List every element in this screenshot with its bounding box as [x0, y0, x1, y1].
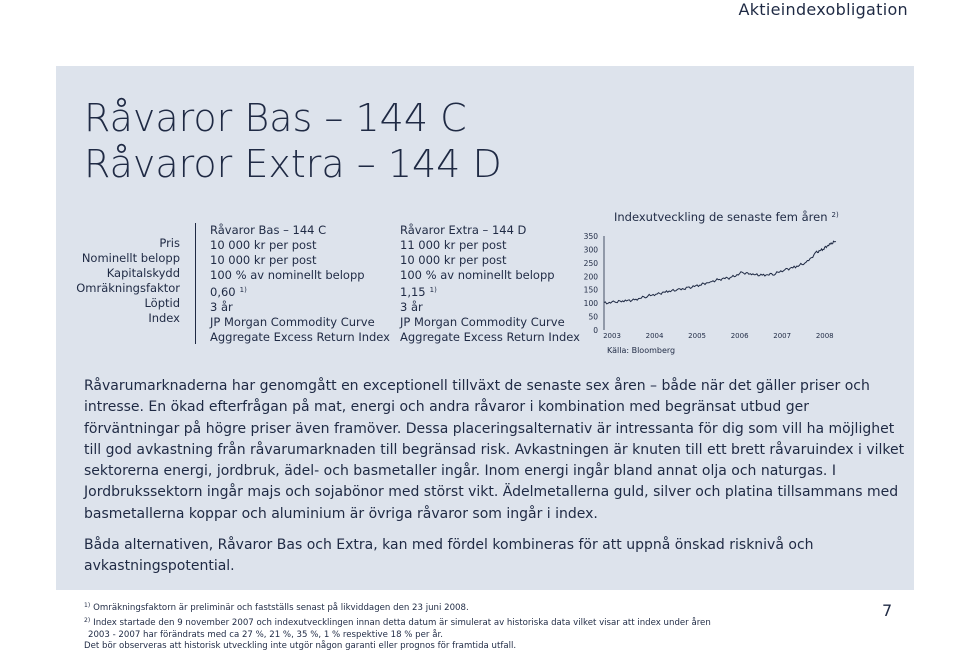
column-extra: [400, 223, 580, 345]
section-header-label: Aktieindexobligation: [738, 0, 908, 19]
x-tick-label: 2006: [730, 332, 749, 340]
x-tick-label: 2003: [603, 332, 621, 340]
paragraph: Råvarumarknaderna har genomgått en exceptionell tillväxt de senaste sex åren – både när det gäller priser och intresse. En ökad efterfrågan på mat, energi och andra råvaror i kombination med begränsat utbud ger förväntningar på högre priser även framöver. Dessa placeringsalternativ är intressanta för dig som vill ha möjlighet till god avkastning från råvarumarknaden till begränsad risk. Avkastningen är knuten till ett brett råvaruindex i vilket sektorerna energi, jordbruk, ädel- och basmetaller ingår. Inom energi ingår bland annat olja och naturgas. I Jordbrukssektorn ingår majs och sojabönor med störst vikt. Ädelmetallerna guld, silver och platina tillsammans med basmetallerna koppar och aluminium är övriga råvaror som ingår i index.: [84, 378, 905, 522]
cell-pris: 10 000 kr per post: [210, 238, 317, 252]
y-tick-label: 150: [583, 285, 598, 295]
y-tick-label: 300: [583, 245, 598, 255]
column-bas: [210, 223, 395, 345]
footnotes: [84, 600, 784, 653]
page-number: 7: [882, 601, 893, 620]
column-heading: Råvaror Bas – 144 C: [210, 223, 327, 237]
y-tick-label: 250: [583, 258, 598, 268]
y-tick-label: 100: [583, 299, 598, 309]
cell-loptid: 3 år: [210, 300, 233, 314]
chart-title: Indexutveckling de senaste fem åren $^{2)}$: [614, 210, 839, 224]
index-chart: [580, 226, 850, 344]
page-title: [84, 95, 502, 187]
footnote-ref: 1): [239, 286, 247, 294]
footnote-2-cont: 2003 - 2007 har förändrats med ca 27 %, 21 %, 35 %, 1 % respektive 18 % per år.: [88, 629, 443, 640]
footnote-ref: 2): [831, 211, 839, 219]
row-labels: [60, 236, 180, 326]
cell-omrakningsfaktor: 1,15 $^{1)}$: [400, 285, 437, 299]
x-tick-label: 2008: [815, 332, 834, 340]
chart-source: Källa: Bloomberg: [607, 346, 676, 355]
cell-pris: 11 000 kr per post: [400, 238, 507, 252]
cell-index-line-2: Aggregate Excess Return Index: [400, 330, 580, 344]
cell-nominellt-belopp: 10 000 kr per post: [210, 253, 317, 267]
footnote-ref: 1): [429, 286, 437, 294]
cell-kapitalskydd: 100 % av nominellt belopp: [400, 268, 555, 282]
cell-index-line-2: Aggregate Excess Return Index: [210, 330, 390, 344]
row-label-pris: Pris: [159, 236, 180, 250]
body-text: [84, 376, 906, 578]
row-label-index: Index: [148, 311, 180, 325]
title-line-1: Råvaror Bas – 144 C: [84, 96, 467, 140]
row-label-kapitalskydd: Kapitalskydd: [106, 266, 180, 280]
series-line: [604, 241, 836, 304]
cell-omrakningsfaktor: 0,60 $^{1)}$: [210, 285, 247, 299]
x-tick-label: 2007: [773, 332, 792, 340]
footnote-disclaimer: Det bör observeras att historisk utveckling inte utgör någon garanti eller prognos för framtida utfall.: [84, 641, 517, 652]
cell-index-line-1: JP Morgan Commodity Curve: [210, 315, 375, 329]
y-tick-label: 0: [593, 326, 598, 335]
footnote-1: $^{1)}$ Omräkningsfaktorn är preliminär och fastställs senast på likviddagen den 23 juni 2008.: [84, 602, 469, 613]
paragraph: Båda alternativen, Råvaror Bas och Extra, kan med fördel kombineras för att uppnå önskad risknivå och avkastningspotential.: [84, 537, 814, 575]
title-line-2: Råvaror Extra – 144 D: [84, 142, 502, 186]
cell-kapitalskydd: 100 % av nominellt belopp: [210, 268, 365, 282]
column-heading: Råvaror Extra – 144 D: [400, 223, 527, 237]
x-tick-label: 2005: [688, 332, 707, 340]
y-tick-label: 350: [583, 232, 598, 241]
cell-loptid: 3 år: [400, 300, 423, 314]
row-label-omrakningsfaktor: Omräkningsfaktor: [76, 281, 180, 295]
x-tick-label: 2004: [645, 332, 664, 340]
table-divider: [195, 223, 196, 344]
footnote-2: $^{2)}$ Index startade den 9 november 2007 och indexutvecklingen innan detta datum är simulerat av historiska data vilket visar att index under åren: [84, 616, 711, 628]
cell-nominellt-belopp: 10 000 kr per post: [400, 253, 507, 267]
y-tick-label: 50: [588, 312, 598, 322]
row-label-nominellt-belopp: Nominellt belopp: [81, 251, 180, 265]
cell-index-line-1: JP Morgan Commodity Curve: [400, 315, 565, 329]
y-tick-label: 200: [583, 272, 598, 282]
row-label-loptid: Löptid: [144, 296, 180, 310]
